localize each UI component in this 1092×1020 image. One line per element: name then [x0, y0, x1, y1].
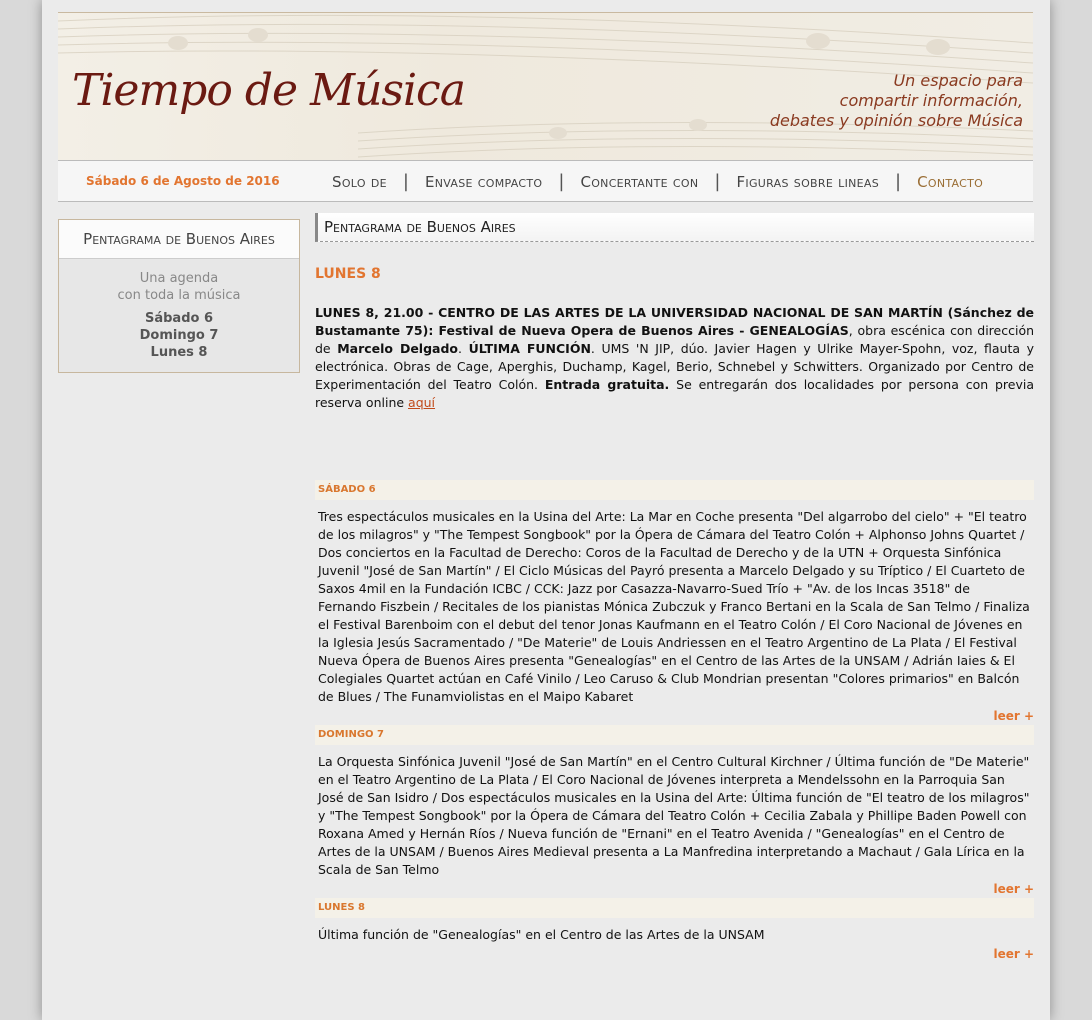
site-header [58, 12, 1033, 161]
nav-item-figuras-sobre-lineas[interactable]: Figuras sobre lineas [736, 172, 880, 191]
featured-text: Se entregarán dos localidades por persona con previa reserva online [315, 377, 1034, 410]
main-content [315, 213, 1034, 963]
nav-item-concertante-con[interactable]: Concertante con [580, 172, 699, 191]
featured-text: , obra escénica con dirección de [315, 323, 1035, 356]
featured-director: Marcelo Delgado [337, 341, 459, 356]
site-logo[interactable]: Tiempo de Música [72, 65, 465, 116]
read-more-link[interactable]: leer + [993, 882, 1034, 896]
featured-ultima: ÚLTIMA FUNCIÓN [468, 341, 591, 356]
sidebar-subtitle-line: Una agenda [139, 271, 219, 286]
main-navbar [58, 160, 1033, 202]
agenda-day-heading: DOMINGO 7 [315, 725, 1034, 745]
nav-menu [316, 171, 999, 192]
featured-text: . UMS 'N JIP, dúo. Javier Hagen y Ulrike Mayer-Spohn, voz, flauta y electrónica. Obras de Cage, Aperghis, Duchamp, Kagel, Berio, Schnebel y Schwitters. Organizado por Centro de Experimentación del Teatro Colón. [315, 341, 1034, 392]
agenda-day-text: Tres espectáculos musicales en la Usina del Arte: La Mar en Coche presenta "Del algarrobo del cielo" + "El teatro de los milagros" y "The Tempest Songbook" por la Ópera de Cámara del Teatro Colón + Alphonso Johns Quartet / Dos conciertos en la Facultad de Derecho: Coros de la Facultad de Derecho y de la UTN + Orquesta Sinfónica Juvenil "José de San Martín" / El Ciclo Músicas del Payró presenta a Marcelo Delgado y su Tríptico / El Cuarteto de Saxos 4mil en la Fundación ICBC / CCK: Jazz por Casazza-Navarro-Sued Trío + "Av. de los Incas 3518" de Fernando Fiszbein / Recitales de los pianistas Mónica Zubczuk y Franco Bertani en la Scala de San Telmo / Finaliza el Festival Barenboim con el debut del tenor Jonas Kaufmann en el Teatro Colón / El Coro Nacional de Jóvenes en la Iglesia Jesús Sacramentado / "De Materie" de Louis Andriessen en el Teatro Argentino de La Plata / El Festival Nueva Ópera de Buenos Aires presenta "Genealogías" en el Centro de las Artes de la UNSAM / Adrián Iaies & El Colegiales Quartet actúan en Café Vinilo / Leo Caruso & Club Mondrian presentan "Colores primarios" en Balcón de Blues / The Funamviolistas en el Maipo Kabaret [318, 509, 1030, 704]
nav-separator: | [558, 171, 565, 192]
agenda-day-text: Última función de "Genealogías" en el Centro de las Artes de la UNSAM [318, 927, 765, 942]
sidebar-day-sabado[interactable]: Sábado 6 [144, 311, 214, 326]
nav-separator: | [402, 171, 409, 192]
agenda-day-heading: LUNES 8 [315, 898, 1034, 918]
featured-day-heading: LUNES 8 [315, 266, 381, 282]
sidebar-subtitle [59, 270, 299, 304]
current-date: Sábado 6 de Agosto de 2016 [86, 174, 280, 188]
nav-item-envase-compacto[interactable]: Envase compacto [424, 172, 543, 191]
agenda-day-heading: SÁBADO 6 [315, 480, 1034, 500]
nav-item-solo-de[interactable]: Solo de [332, 172, 387, 191]
tagline-line: Un espacio para [893, 71, 1023, 90]
tagline-line: compartir información, [839, 91, 1023, 110]
page [42, 0, 1050, 1020]
sidebar-day-lunes[interactable]: Lunes 8 [150, 345, 208, 360]
agenda-day-block [315, 898, 1034, 963]
sidebar-subtitle-line: con toda la música [117, 288, 241, 303]
read-more-link[interactable]: leer + [993, 709, 1034, 723]
sidebar-days [59, 310, 299, 361]
sidebar-day-domingo[interactable]: Domingo 7 [139, 328, 219, 343]
reserve-link[interactable]: aquí [408, 395, 436, 410]
nav-separator: | [895, 171, 902, 192]
sidebar-box [58, 219, 300, 373]
page-title: Pentagrama de Buenos Aires [315, 213, 1034, 242]
sidebar-title[interactable]: Pentagrama de Buenos Aires [59, 220, 299, 259]
agenda-day-block [315, 480, 1034, 725]
read-more-link[interactable]: leer + [993, 947, 1034, 961]
featured-lead: LUNES 8, 21.00 - CENTRO DE LAS ARTES DE LA UNIVERSIDAD NACIONAL DE SAN MARTÍN (Sánchez de Bustamante 75): Festival de Nueva Opera de Buenos Aires - GENEALOGÍAS [315, 305, 1034, 338]
featured-event [315, 304, 1034, 412]
featured-text: . [458, 341, 469, 356]
site-tagline [770, 71, 1023, 131]
nav-item-contacto[interactable]: Contacto [917, 172, 984, 191]
agenda-day-block [315, 725, 1034, 898]
nav-separator: | [714, 171, 721, 192]
tagline-line: debates y opinión sobre Música [769, 111, 1023, 130]
agenda-day-text: La Orquesta Sinfónica Juvenil "José de San Martín" en el Centro Cultural Kirchner / Última función de "De Materie" en el Teatro Argentino de La Plata / El Coro Nacional de Jóvenes interpreta a Mendelssohn en la Parroquia San José de San Isidro / Dos espectáculos musicales en la Usina del Arte: Última función de "El teatro de los milagros" y "The Tempest Songbook" por la Ópera de Cámara del Teatro Colón + Cecilia Zabala y Phillipe Baden Powell con Roxana Amed y Hernán Ríos / Nueva función de "Ernani" en el Teatro Avenida / "Genealogías" en el Centro de Artes de la UNSAM / Buenos Aires Medieval presenta a La Manfredina interpretando a Machaut / Gala Lírica en la Scala de San Telmo [318, 754, 1030, 877]
agenda-list [315, 480, 1034, 963]
featured-entrada: Entrada gratuita. [544, 377, 670, 392]
